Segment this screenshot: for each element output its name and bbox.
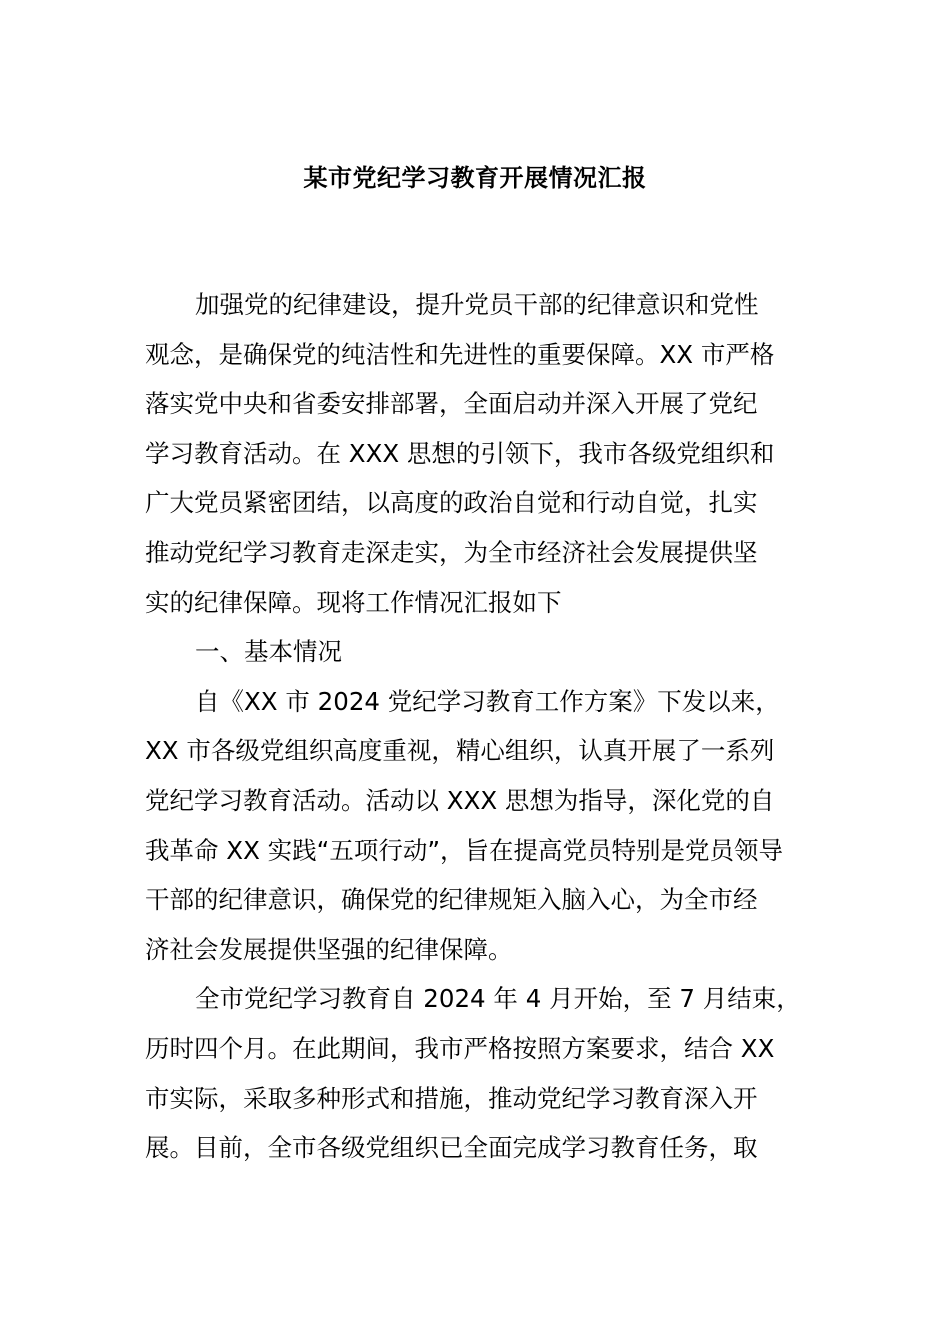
paragraph-line: 自《XX 市 2024 党纪学习教育工作方案》下发以来，	[195, 686, 780, 716]
paragraph-line: 党纪学习教育活动。活动以 XXX 思想为指导，深化党的自	[145, 785, 775, 815]
paragraph-line: 学习教育活动。在 XXX 思想的引领下，我市各级党组织和	[145, 438, 775, 468]
paragraph-line: 市实际，采取多种形式和措施，推动党纪学习教育深入开	[145, 1083, 758, 1113]
paragraph-line: XX 市各级党组织高度重视，精心组织，认真开展了一系列	[145, 736, 775, 766]
section-heading: 一、基本情况	[195, 637, 342, 667]
document-body	[145, 280, 835, 1173]
paragraph-line: 全市党纪学习教育自 2024 年 4 月开始，至 7 月结束，	[195, 984, 801, 1014]
paragraph-line: 历时四个月。在此期间，我市严格按照方案要求，结合 XX	[145, 1033, 775, 1063]
paragraph-line: 济社会发展提供坚强的纪律保障。	[145, 934, 513, 964]
paragraph-line: 我革命 XX 实践“五项行动”，旨在提高党员特别是党员领导	[145, 835, 784, 865]
paragraph-line: 加强党的纪律建设，提升党员干部的纪律意识和党性	[195, 290, 759, 319]
paragraph-line: 观念，是确保党的纯洁性和先进性的重要保障。XX 市严格	[145, 339, 775, 369]
paragraph-line: 干部的纪律意识，确保党的纪律规矩入脑入心，为全市经	[145, 885, 758, 915]
paragraph-line: 实的纪律保障。现将工作情况汇报如下	[145, 587, 562, 617]
paragraph-line: 展。目前，全市各级党组织已全面完成学习教育任务，取	[145, 1133, 758, 1163]
paragraph-line: 落实党中央和省委安排部署，全面启动并深入开展了党纪	[145, 389, 758, 419]
document-title: 某市党纪学习教育开展情况汇报	[303, 164, 647, 192]
paragraph-line: 广大党员紧密团结，以高度的政治自觉和行动自觉，扎实	[145, 488, 758, 518]
paragraph-line: 推动党纪学习教育走深走实，为全市经济社会发展提供坚	[145, 537, 758, 567]
